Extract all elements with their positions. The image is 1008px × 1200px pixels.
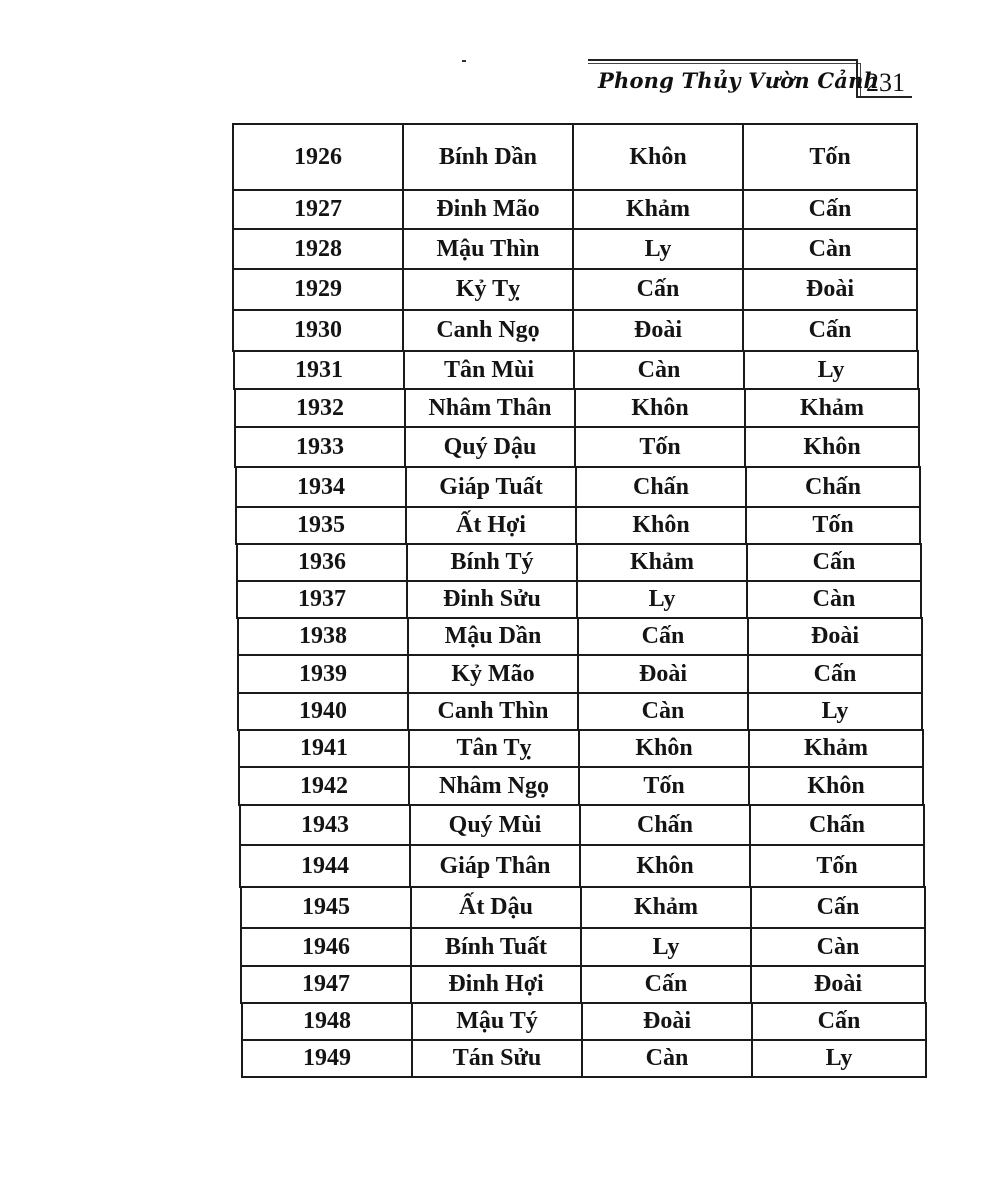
can-chi-cell: Nhâm Thân [404,388,576,428]
year-cell: 1934 [235,466,407,508]
table-row [240,886,930,927]
can-chi-cell: Mậu Thìn [402,228,574,270]
col4-cell: Cấn [750,886,926,929]
col4-cell: Ly [747,692,923,731]
book-title: Phong Thủy Vườn Cảnh [598,68,880,93]
col3-cell: Tốn [574,426,746,468]
page-number: 231 [866,68,905,97]
year-cell: 1940 [237,692,409,731]
col4-cell: Cấn [742,189,918,230]
table-row [234,388,924,426]
col4-cell: Tốn [749,844,925,888]
col4-cell: Đoài [742,268,918,311]
year-cell: 1933 [234,426,406,468]
year-cell: 1929 [232,268,404,311]
year-cell: 1938 [237,617,409,656]
year-cell: 1946 [240,927,412,967]
col4-cell: Cấn [751,1002,927,1041]
col3-cell: Tốn [578,766,750,806]
col4-cell: Chấn [745,466,921,508]
table-row [235,506,925,543]
year-cell: 1949 [241,1039,413,1078]
table-row [241,1002,931,1039]
col4-cell: Ly [751,1039,927,1078]
col3-cell: Ly [576,580,748,619]
can-chi-cell: Bính Dần [402,123,574,191]
col4-cell: Cấn [746,543,922,582]
year-cell: 1939 [237,654,409,694]
table-row [237,654,927,692]
col4-cell: Khôn [744,426,920,468]
col3-cell: Càn [581,1039,753,1078]
col4-cell: Cấn [742,309,918,352]
can-chi-cell: Ất Hợi [405,506,577,545]
col4-cell: Khảm [744,388,920,428]
col3-cell: Đoài [581,1002,753,1041]
col3-cell: Cấn [572,268,744,311]
year-cell: 1941 [238,729,410,768]
col4-cell: Tốn [745,506,921,545]
can-chi-cell: Đinh Mão [402,189,574,230]
col4-cell: Càn [746,580,922,619]
col4-cell: Đoài [747,617,923,656]
year-cell: 1927 [232,189,404,230]
table-row [236,543,926,580]
col4-cell: Càn [742,228,918,270]
running-header [588,56,913,100]
header-rule [588,59,856,61]
table-row [239,844,929,886]
table-row [241,1039,931,1076]
table-row [240,965,930,1002]
can-chi-cell: Bính Tý [406,543,578,582]
col3-cell: Cấn [580,965,752,1004]
table-row [234,426,924,466]
scan-speck [462,60,466,62]
can-chi-cell: Canh Ngọ [402,309,574,352]
year-cell: 1937 [236,580,408,619]
col4-cell: Cấn [747,654,923,694]
col4-cell: Ly [743,350,919,390]
can-chi-cell: Tán Sửu [411,1039,583,1078]
can-chi-cell: Ất Dậu [410,886,582,929]
can-chi-cell: Giáp Tuất [405,466,577,508]
year-cell: 1928 [232,228,404,270]
can-chi-cell: Tân Tỵ [408,729,580,768]
year-cell: 1944 [239,844,411,888]
table-row [236,580,926,617]
year-cell: 1945 [240,886,412,929]
table-row [232,228,922,268]
table-row [237,692,927,729]
col3-cell: Cấn [577,617,749,656]
header-rule [588,63,860,64]
col3-cell: Khôn [575,506,747,545]
col4-cell: Càn [750,927,926,967]
can-chi-cell: Nhâm Ngọ [408,766,580,806]
col3-cell: Chấn [575,466,747,508]
can-chi-cell: Đinh Hợi [410,965,582,1004]
col3-cell: Đoài [572,309,744,352]
table-row [232,123,922,189]
table-row [240,927,930,965]
col4-cell: Đoài [750,965,926,1004]
year-cell: 1926 [232,123,404,191]
col4-cell: Khảm [748,729,924,768]
col3-cell: Khôn [579,844,751,888]
col3-cell: Khảm [576,543,748,582]
col4-cell: Chấn [749,804,925,846]
col3-cell: Khảm [572,189,744,230]
table-row [232,268,922,309]
col3-cell: Khôn [574,388,746,428]
can-chi-cell: Canh Thìn [407,692,579,731]
col3-cell: Khôn [572,123,744,191]
can-chi-cell: Đinh Sửu [406,580,578,619]
can-chi-cell: Bính Tuất [410,927,582,967]
year-cell: 1947 [240,965,412,1004]
table-row [232,309,922,350]
col3-cell: Ly [572,228,744,270]
year-cell: 1930 [232,309,404,352]
can-chi-cell: Kỷ Tỵ [402,268,574,311]
col3-cell: Khảm [580,886,752,929]
col3-cell: Đoài [577,654,749,694]
year-cell: 1936 [236,543,408,582]
can-chi-cell: Kỷ Mão [407,654,579,694]
year-cell: 1932 [234,388,406,428]
col3-cell: Chấn [579,804,751,846]
table-row [239,804,929,844]
table-row [233,350,923,388]
can-chi-cell: Tân Mùi [403,350,575,390]
col4-cell: Khôn [748,766,924,806]
table-row [238,729,928,766]
col3-cell: Ly [580,927,752,967]
can-chi-cell: Quý Mùi [409,804,581,846]
col3-cell: Khôn [578,729,750,768]
year-cell: 1942 [238,766,410,806]
can-chi-cell: Mậu Dần [407,617,579,656]
col4-cell: Tốn [742,123,918,191]
col3-cell: Càn [573,350,745,390]
table-row [237,617,927,654]
table-row [232,189,922,228]
table-row [235,466,925,506]
can-chi-cell: Giáp Thân [409,844,581,888]
can-chi-cell: Mậu Tý [411,1002,583,1041]
year-cell: 1948 [241,1002,413,1041]
year-cell: 1935 [235,506,407,545]
year-cell: 1943 [239,804,411,846]
year-cell: 1931 [233,350,405,390]
table-row [238,766,928,804]
col3-cell: Càn [577,692,749,731]
can-chi-cell: Quý Dậu [404,426,576,468]
